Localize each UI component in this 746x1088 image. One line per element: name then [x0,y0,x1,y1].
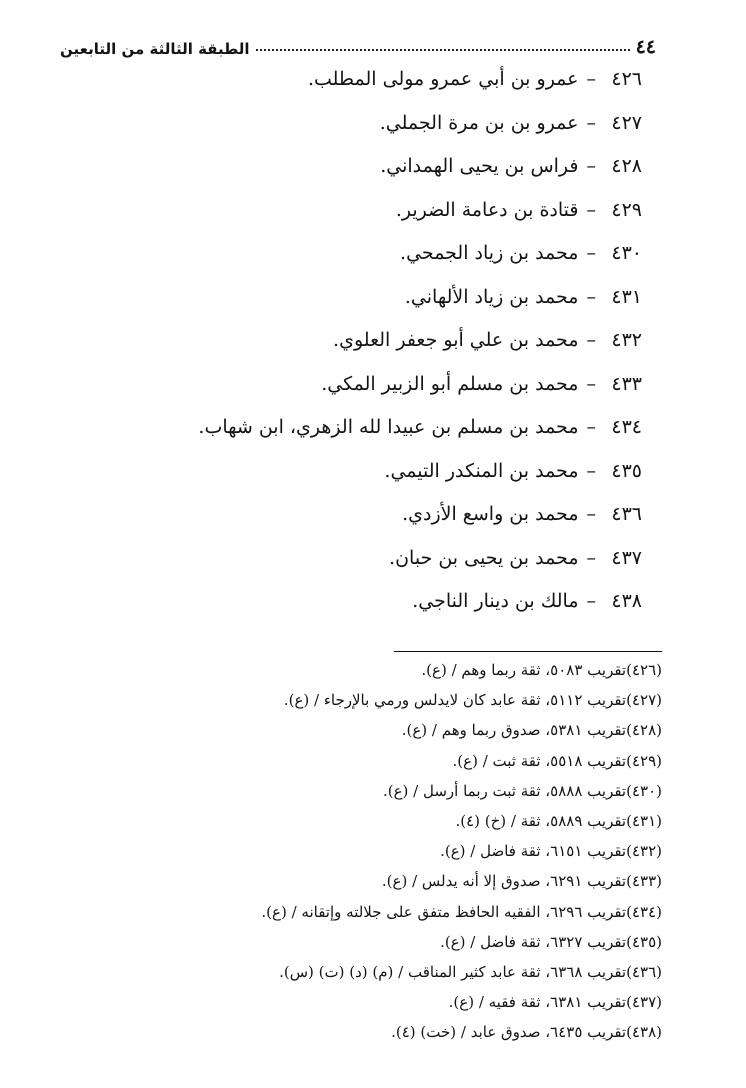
entry-number: ٤٢٩ [611,198,642,221]
entry-text: فراس بن يحيى الهمداني. [380,155,579,177]
entry-text: عمرو بن بن مرة الجملي. [379,111,579,134]
entry-dash: – [586,198,596,221]
entry-dash: – [586,546,596,569]
list-item [122,406,642,450]
entry-text: محمد بن زياد الألهاني. [404,285,579,308]
entry-number: ٤٣٣ [611,372,642,395]
entry-text: محمد بن المنكدر التيمي. [384,459,579,482]
list-item [122,450,642,494]
entry-dash: – [586,590,596,612]
entry-dash: – [586,503,596,525]
entry-dash: – [586,459,596,482]
footnote: (٤٢٩)تقريب ٥٥١٨، ثقة ثبت / (ع). [452,751,662,770]
entry-number: ٤٢٦ [611,68,642,90]
list-item [122,102,642,146]
footnote-list [62,655,662,1047]
entry-text: محمد بن مسلم أبو الزبير المكي. [321,372,579,395]
entry-text: محمد بن يحيى بن حبان. [389,546,579,569]
dotted-leader [256,49,630,51]
footnote: (٤٣١)تقريب ٥٨٨٩، ثقة / (خ) (٤). [455,811,662,830]
list-item [122,189,642,233]
entry-text: محمد بن مسلم بن عبيدا لله الزهري، ابن شهاب. [198,416,579,438]
entry-dash: – [586,416,596,438]
list-item [122,145,642,189]
entry-number: ٤٢٨ [611,155,642,177]
footnote: (٤٢٦)تقريب ٥٠٨٣، ثقة ربما وهم / (ع). [421,661,662,679]
entry-number: ٤٣٨ [611,590,642,612]
footnote: (٤٢٧)تقريب ٥١١٢، ثقة عابد كان لايدلس ورمي بالإرجاء / (ع). [283,691,662,710]
list-item [122,537,642,581]
footnote: (٤٣٤)تقريب ٦٢٩٦، الفقيه الحافظ متفق على جلالته وإتقانه / (ع). [261,902,662,921]
list-item [122,493,642,537]
entry-text: محمد بن علي أبو جعفر العلوي. [333,329,579,351]
footnote-separator [394,651,662,652]
entry-dash: – [586,242,596,264]
entry-number: ٤٣٥ [611,459,642,482]
list-item [122,319,642,363]
entry-dash: – [586,111,596,134]
footnote: (٤٣٠)تقريب ٥٨٨٨، ثقة ثبت ربما أرسل / (ع). [382,781,662,800]
entry-number: ٤٣١ [611,285,642,308]
footnote: (٤٣٦)تقريب ٦٣٦٨، ثقة عابد كثير المناقب / (م) (د) (ت) (س). [279,962,662,981]
entry-text: محمد بن واسع الأزدي. [402,503,579,525]
entry-dash: – [586,155,596,177]
list-item [122,363,642,407]
entry-number: ٤٣٠ [611,242,642,264]
entry-dash: – [586,372,596,395]
entry-dash: – [586,68,596,90]
entry-list [122,58,642,624]
list-item [122,276,642,320]
entry-dash: – [586,329,596,351]
footnote: (٤٣٥)تقريب ٦٣٢٧، ثقة فاضل / (ع). [440,932,662,951]
list-item [122,58,642,102]
entry-number: ٤٣٦ [611,503,642,525]
footnote: (٤٣٣)تقريب ٦٢٩١، صدوق إلا أنه يدلس / (ع). [381,872,662,891]
page-number: ٤٤ [635,36,656,58]
running-title: الطبقة الثالثة من التابعين [60,40,250,58]
footnote: (٤٣٧)تقريب ٦٣٨١، ثقة فقيه / (ع). [448,993,662,1012]
footnote: (٤٣٨)تقريب ٦٤٣٥، صدوق عابد / (خت) (٤). [391,1023,662,1042]
list-item [122,580,642,624]
entry-number: ٤٢٧ [611,111,642,134]
list-item [122,232,642,276]
entry-number: ٤٣٤ [611,416,642,438]
entry-text: محمد بن زياد الجمحي. [400,242,579,264]
entry-text: مالك بن دينار الناجي. [412,590,579,612]
entry-text: قتادة بن دعامة الضرير. [395,198,579,221]
entry-dash: – [586,285,596,308]
entry-text: عمرو بن أبي عمرو مولى المطلب. [307,68,579,90]
page-header [60,28,656,58]
footnote: (٤٢٨)تقريب ٥٣٨١، صدوق ربما وهم / (ع). [401,721,662,740]
footnote: (٤٣٢)تقريب ٦١٥١، ثقة فاضل / (ع). [440,842,662,861]
entry-number: ٤٣٢ [611,329,642,351]
entry-number: ٤٣٧ [611,546,642,569]
